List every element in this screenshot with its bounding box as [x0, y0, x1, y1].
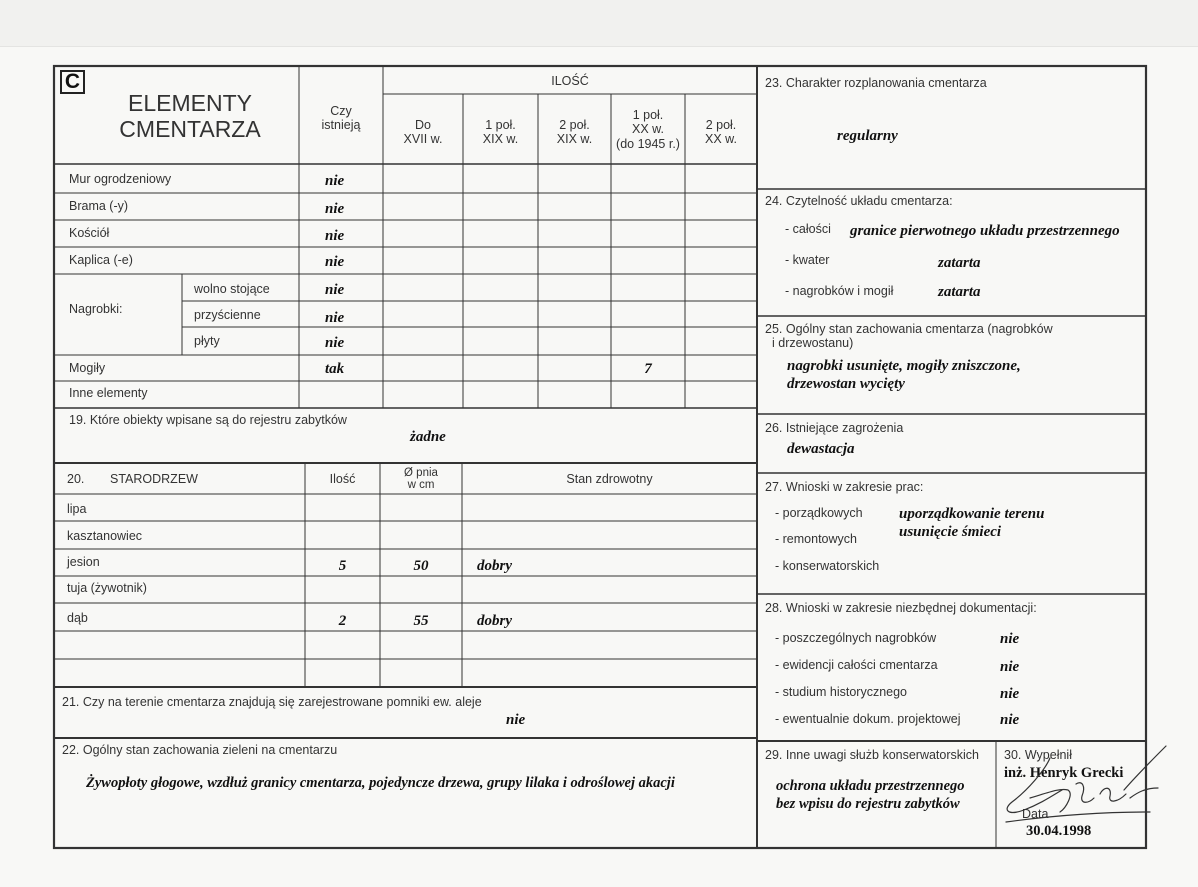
section-25-label-line1: 25. Ogólny stan zachowania cmentarza (nagrobków: [765, 322, 1053, 336]
nagrobki-subrow-label: przyścienne: [194, 308, 261, 322]
nagrobki-subrow-exists: nie: [325, 335, 345, 351]
section-21-label: 21. Czy na terenie cmentarza znajdują się zarejestrowane pomniki ew. aleje: [62, 695, 482, 709]
section-29-label: 29. Inne uwagi służb konserwatorskich: [765, 748, 980, 762]
section-27-item-label: - remontowych: [775, 532, 857, 546]
inne-elementy-label: Inne elementy: [69, 386, 148, 400]
nagrobki-subrow-exists: nie: [325, 310, 345, 326]
starodrzew-col-ilosc: Ilość: [329, 472, 356, 486]
element-row-exists: nie: [325, 254, 345, 270]
section-28-item-label: - ewidencji całości cmentarza: [775, 658, 938, 672]
period-header-1xx: 1 poł. XX w. (do 1945 r.): [616, 108, 680, 151]
exists-column-header: Czy istnieją: [321, 104, 361, 133]
section-25-value-line2: drzewostan wycięty: [787, 376, 905, 392]
section-27-item-label: - porządkowych: [775, 506, 863, 520]
section-28-item-label: - studium historycznego: [775, 685, 908, 699]
section-28-item-label: - ewentualnie dokum. projektowej: [775, 712, 961, 726]
section-27-item-label: - konserwatorskich: [775, 559, 880, 573]
section-22-value: Żywopłoty głogowe, wzdłuż granicy cmentarza, pojedyncze drzewa, grupy lilaka i odroślowej akacji: [86, 775, 675, 791]
element-row-exists: nie: [325, 201, 345, 217]
section-letter-box: C: [60, 70, 85, 94]
mogily-count-1945: 7: [644, 361, 652, 377]
section-28-item-value: nie: [1000, 659, 1020, 675]
section-24-item-label: - kwater: [785, 253, 830, 267]
section-24-item-label: - całości: [785, 222, 831, 236]
starodrzew-col-pnia: Ø pnia w cm: [404, 467, 438, 492]
section-28-item-value: nie: [1000, 631, 1020, 647]
element-row-label: Brama (-y): [69, 199, 129, 213]
tree-row-health: dobry: [477, 558, 512, 574]
section-21-value: nie: [506, 712, 526, 728]
tree-row-name: tuja (żywotnik): [67, 581, 147, 595]
tree-row-diameter: 55: [413, 613, 429, 629]
section-26-label: 26. Istniejące zagrożenia: [765, 421, 904, 435]
section-28-item-value: nie: [1000, 712, 1020, 728]
section-20-title: STARODRZEW: [110, 472, 198, 486]
section-27-item-value: usunięcie śmieci: [899, 524, 1002, 540]
section-19-label: 19. Które obiekty wpisane są do rejestru zabytków: [69, 413, 347, 427]
element-row-label: Kaplica (-e): [69, 253, 133, 267]
tree-row-name: dąb: [67, 611, 88, 625]
period-header-1xix: 1 poł. XIX w.: [482, 118, 519, 147]
section-27-item-value: uporządkowanie terenu: [899, 506, 1045, 522]
section-20-number: 20.: [67, 472, 85, 486]
period-header-2xix: 2 poł. XIX w.: [556, 118, 593, 147]
section-25-label-line2: i drzewostanu): [772, 336, 854, 350]
header-title-line2: CMENTARZA: [119, 116, 261, 143]
starodrzew-col-stan: Stan zdrowotny: [566, 472, 653, 486]
section-19-value: żadne: [410, 429, 446, 445]
section-30-name: inż. Henryk Grecki: [1004, 765, 1124, 781]
section-30-date-label: Data: [1022, 807, 1049, 821]
section-29-value-line1: ochrona układu przestrzennego: [776, 778, 965, 794]
element-row-label: Mur ogrodzeniowy: [69, 172, 172, 186]
tree-row-diameter: 50: [413, 558, 429, 574]
section-24-item-label: - nagrobków i mogił: [785, 284, 894, 298]
element-row-label: Kościół: [69, 226, 110, 240]
section-23-value: regularny: [837, 128, 898, 144]
tree-row-name: kasztanowiec: [67, 529, 143, 543]
section-24-item-value: zatarta: [938, 284, 981, 300]
nagrobki-subrow-label: płyty: [194, 334, 220, 348]
header-title-line1: ELEMENTY: [128, 90, 252, 116]
section-25-value-line1: nagrobki usunięte, mogiły zniszczone,: [787, 358, 1021, 374]
mogily-label: Mogiły: [69, 361, 106, 375]
section-30-label: 30. Wypełnił: [1004, 748, 1072, 762]
nagrobki-subrow-exists: nie: [325, 282, 345, 298]
period-header-2xx: 2 poł. XX w.: [705, 118, 737, 147]
section-27-label: 27. Wnioski w zakresie prac:: [765, 480, 924, 494]
mogily-exists: tak: [325, 361, 345, 377]
section-28-item-label: - poszczególnych nagrobków: [775, 631, 937, 645]
period-header-xvii: Do XVII w.: [403, 118, 443, 147]
tree-row-count: 5: [338, 558, 347, 574]
section-24-label: 24. Czytelność układu cmentarza:: [765, 194, 953, 208]
section-23-label: 23. Charakter rozplanowania cmentarza: [765, 76, 987, 90]
section-26-value: dewastacja: [787, 441, 855, 457]
tree-row-name: jesion: [67, 555, 100, 569]
nagrobki-label: Nagrobki:: [69, 302, 123, 316]
ilosc-header: ILOŚĆ: [551, 74, 589, 88]
section-29-value-line2: bez wpisu do rejestru zabytków: [776, 796, 960, 812]
section-28-item-value: nie: [1000, 686, 1020, 702]
section-28-label: 28. Wnioski w zakresie niezbędnej dokumentacji:: [765, 601, 1037, 615]
section-22-label: 22. Ogólny stan zachowania zieleni na cmentarzu: [62, 743, 338, 757]
signature: [990, 740, 1180, 830]
element-row-exists: nie: [325, 228, 345, 244]
tree-row-count: 2: [338, 613, 347, 629]
nagrobki-subrow-label: wolno stojące: [194, 282, 270, 296]
section-24-item-value: granice pierwotnego układu przestrzennego: [850, 223, 1120, 239]
section-24-item-value: zatarta: [938, 255, 981, 271]
element-row-exists: nie: [325, 173, 345, 189]
header-title: [95, 90, 285, 143]
tree-row-health: dobry: [477, 613, 512, 629]
section-30-date: 30.04.1998: [1026, 823, 1092, 839]
tree-row-name: lipa: [67, 502, 87, 516]
